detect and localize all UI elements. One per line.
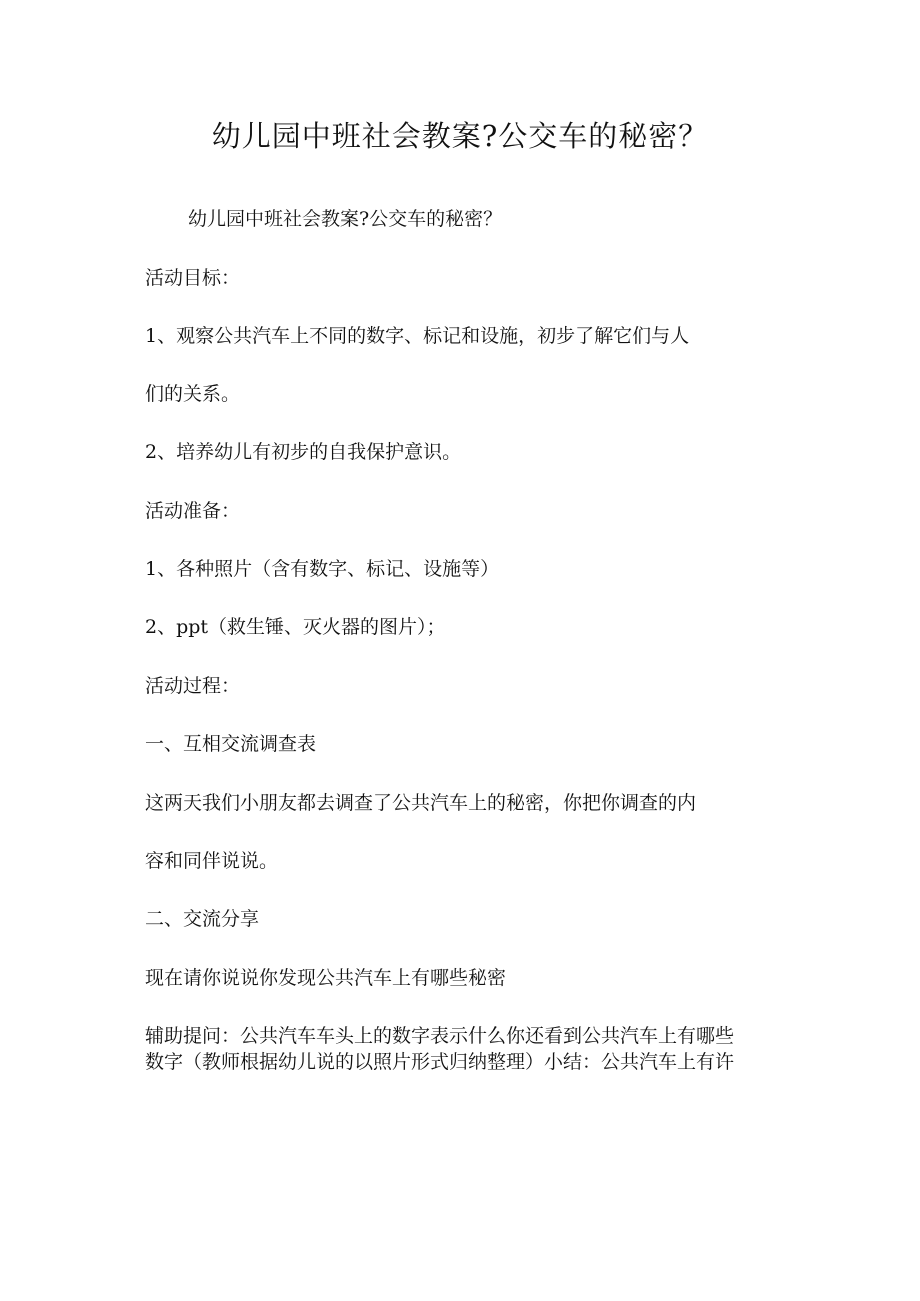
paragraph-line: 辅助提问：公共汽车车头上的数字表示什么你还看到公共汽车上有哪些 bbox=[145, 1025, 735, 1047]
section-heading-goals: 活动目标： bbox=[145, 267, 241, 289]
subsection-heading: 二、交流分享 bbox=[145, 908, 260, 930]
paragraph-line: 们的关系。 bbox=[145, 383, 241, 405]
paragraph-line: 1、各种照片（含有数字、标记、设施等） bbox=[145, 558, 500, 580]
paragraph-line: 1、观察公共汽车上不同的数字、标记和设施，初步了解它们与人 bbox=[145, 325, 690, 347]
paragraph-line: 2、ppt（救生锤、灭火器的图片）； bbox=[145, 616, 446, 638]
document-title: 幼儿园中班社会教案?公交车的秘密？ bbox=[211, 119, 709, 153]
subsection-heading: 一、互相交流调查表 bbox=[145, 733, 317, 755]
paragraph-line: 现在请你说说你发现公共汽车上有哪些秘密 bbox=[145, 967, 507, 989]
document-subtitle: 幼儿园中班社会教案?公交车的秘密？ bbox=[188, 208, 503, 230]
paragraph-line: 数字（教师根据幼儿说的以照片形式归纳整理）小结：公共汽车上有许 bbox=[145, 1051, 735, 1073]
paragraph-line: 2、培养幼儿有初步的自我保护意识。 bbox=[145, 441, 462, 463]
section-heading-preparation: 活动准备： bbox=[145, 500, 241, 522]
section-heading-process: 活动过程： bbox=[145, 675, 241, 697]
paragraph-line: 这两天我们小朋友都去调查了公共汽车上的秘密，你把你调查的内 bbox=[145, 792, 697, 814]
paragraph-line: 容和同伴说说。 bbox=[145, 850, 279, 872]
